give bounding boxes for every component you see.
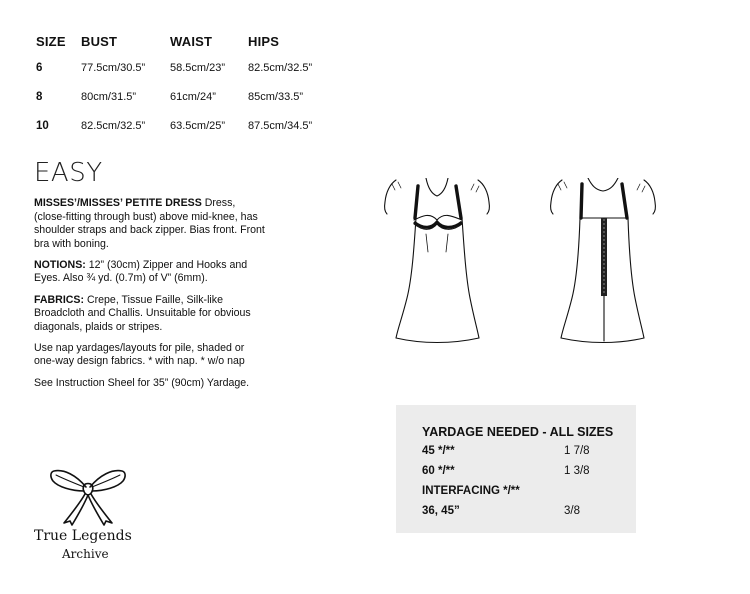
pattern-description (34, 197, 266, 398)
yardage-label: 60 */** (422, 465, 455, 477)
yardage-row (422, 505, 602, 517)
dress-back-illustration (548, 178, 658, 350)
dress-heading: MISSES’/MISSES’ PETITE DRESS (34, 197, 202, 209)
header-hips: HIPS (248, 34, 280, 49)
hips-cell: 87.5cm/34.5” (248, 120, 313, 132)
yardage-row (422, 445, 602, 457)
waist-cell: 61cm/24” (170, 91, 216, 103)
bust-cell: 77.5cm/30.5” (81, 62, 146, 74)
bust-cell: 82.5cm/32.5” (81, 120, 146, 132)
hips-cell: 85cm/33.5” (248, 91, 304, 103)
yardage-value: 1 7/8 (564, 445, 590, 457)
notions-text: 12” (30cm) Zipper and Hooks and Eyes. Also ¾ yd. (0.7m) of V” (6mm). (34, 258, 248, 285)
header-waist: WAIST (170, 34, 213, 49)
yardage-label: 45 */** (422, 445, 455, 457)
fabrics-heading: FABRICS: (34, 293, 85, 306)
yardage-row (422, 485, 602, 497)
waist-cell: 63.5cm/25” (170, 120, 226, 132)
header-bust: BUST (81, 34, 118, 49)
fabrics-text: Crepe, Tissue Faille, Silk-like Broadcloth and Challis. Unsuitable for obvious diagonals, plaids or stripes. (34, 293, 251, 333)
yardage-label: 36, 45” (422, 505, 460, 517)
yardage-value: 3/8 (564, 505, 580, 517)
table-row (36, 91, 356, 111)
bow-icon (48, 467, 128, 527)
difficulty-title: EASY (34, 158, 103, 188)
yardage-row (422, 465, 602, 477)
size-cell: 8 (36, 91, 43, 103)
size-cell: 10 (36, 120, 49, 132)
dress-paragraph (34, 197, 266, 251)
size-cell: 6 (36, 62, 43, 74)
yardage-value: 1 3/8 (564, 465, 590, 477)
brand-name: True Legends (34, 528, 132, 544)
size-table-header (36, 30, 356, 50)
bust-cell: 80cm/31.5” (81, 91, 137, 103)
yardage-label: INTERFACING */** (422, 485, 520, 497)
instruction-note: See Instruction Sheel for 35” (90cm) Yardage. (34, 376, 250, 389)
yardage-box (396, 405, 636, 533)
table-row (36, 120, 356, 140)
dress-front-illustration (382, 178, 492, 350)
brand-subtitle: Archive (62, 547, 109, 561)
hips-cell: 82.5cm/32.5” (248, 62, 313, 74)
header-size: SIZE (36, 34, 66, 49)
notions-heading: NOTIONS: (34, 258, 86, 271)
nap-note: Use nap yardages/layouts for pile, shaded or one-way design fabrics. * with nap. * w/o nap (34, 341, 245, 368)
dress-text: Dress, (close-fitting through bust) above mid-knee, has shoulder straps and back zipper. Bias front. Front bra with boning. (34, 197, 265, 250)
waist-cell: 58.5cm/23” (170, 62, 226, 74)
notions-paragraph (34, 259, 266, 286)
yardage-title: YARDAGE NEEDED - ALL SIZES (422, 425, 614, 439)
table-row (36, 62, 356, 82)
fabrics-paragraph (34, 294, 266, 335)
size-table (36, 30, 356, 140)
